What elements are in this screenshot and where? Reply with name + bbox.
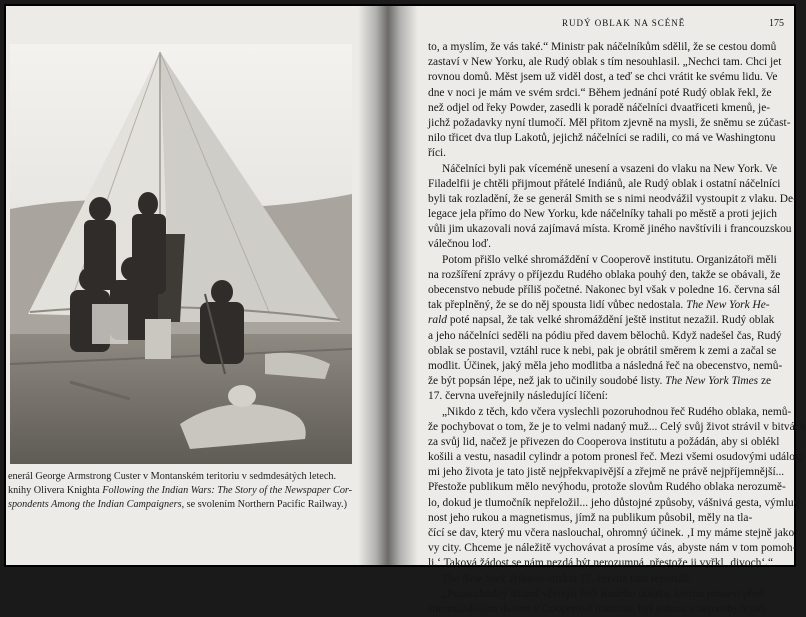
text-line: rald poté napsal, že tak velké shromáždění ještě institut nezažil. Rudý oblak bbox=[428, 314, 775, 327]
text-line: válečnou loď. bbox=[428, 238, 492, 251]
text-line: shromážděným davem v Cooperově institutu, byl jednou z nejneobyčejněj- bbox=[428, 602, 770, 615]
text-line: nost jeho rukou a magnetismus, jímž na publikum působil, měly na tla- bbox=[428, 511, 753, 524]
right-page bbox=[414, 6, 806, 615]
text-line: tak přeplněný, že se do něj spousta lidí vůbec nedostala. The New York He- bbox=[428, 299, 770, 312]
text-line: 17. června uveřejnily následující líčení: bbox=[428, 390, 608, 403]
text-line: rovnou domů. Měst jsem už viděl dost, a teď se chci vrátit ke svému lidu. Ve bbox=[428, 71, 778, 84]
text-line: li.‘ Taková žádost se nám nezdá být nerozumná, přestože ji vyřkl ‚divoch‘.“ bbox=[428, 557, 774, 570]
text-line: čící se dav, který mu včera naslouchal, ohromný účinek. ‚I my máme stejně jako bbox=[428, 527, 795, 539]
text-line: košili a vestu, nasadil cylindr a potom pronesl řeč. Mezi všemi osudovými událost- bbox=[428, 451, 806, 464]
caption-line-3: spondents Among the Indian Campaigners, se svolením Northern Pacific Railway.) bbox=[8, 499, 347, 510]
text-line: oblak se postavil, vztáhl ruce k nebi, pak je obrátil směrem k zemi a začal se bbox=[428, 344, 777, 357]
text-line: lo, dokud je tlumočník nepřeložil... jeho důstojné způsoby, vášnivá gesta, výmluv- bbox=[428, 496, 804, 509]
text-line: nilo třicet dva tlup Lakotů, jejichž náčelníci se radili, co má ve Washingtonu bbox=[428, 132, 776, 145]
text-line: modlit. Účinek, jaký měla jeho modlitba a následná řeč na obecenstvo, nemů- bbox=[428, 359, 783, 372]
book-spread bbox=[4, 4, 806, 615]
text-line: „Pozoruhodný triumf včerejší řeči Rudého oblaka, kterou pronesl před bbox=[442, 587, 764, 600]
text-line: „Nikdo z těch, kdo včera vyslechli pozoruhodnou řeč Rudého oblaka, nemů- bbox=[442, 405, 792, 418]
body-text bbox=[428, 40, 806, 617]
text-line: jichž požadavky nyní tlumočí. Měl přitom zjevně na mysli, že sněmu se zúčast- bbox=[428, 116, 791, 129]
text-line: vy city. Chceme je náležitě vychovávat a prosíme vás, abyste nám v tom pomoh- bbox=[428, 542, 797, 555]
text-line: že být popsán lépe, než jak to učinily soudobé listy. The New York Times ze bbox=[428, 375, 772, 388]
caption-line-1: enerál George Armstrong Custer v Montanském teritoriu v sedmdesátých letech. bbox=[8, 471, 336, 482]
left-page bbox=[6, 6, 378, 565]
text-line: Náčelníci byli pak víceméně unesení a vsazeni do vlaku na New York. Ve bbox=[442, 162, 778, 175]
photo-caption bbox=[8, 470, 360, 512]
text-line: obecenstvo nebude příliš početné. Nakonec byl však v poledne 16. června sál bbox=[428, 284, 781, 296]
text-line: The New York Tribune otiskla 17. června tuto reportáž: bbox=[442, 572, 692, 585]
text-line: dne v noci je mám ve svém srdci.“ Během jednání poté Rudý oblak řekl, že bbox=[428, 86, 772, 99]
text-line: říci. bbox=[428, 147, 447, 160]
text-line: Filadelfii je chtěli přijmout přátelé Indiánů, ale Rudý oblak i ostatní náčelníci bbox=[428, 177, 781, 190]
text-line: na rozšíření zprávy o příjezdu Rudého oblaka pouhý den, takže se obávali, že bbox=[428, 268, 781, 281]
photo-illustration bbox=[10, 44, 352, 464]
text-line: mi jeho života je tato jistě nejpřekvapivější a zřejmě ne právě nejpříjemnější... bbox=[428, 466, 785, 479]
page-number: 175 bbox=[769, 18, 784, 29]
historical-photograph bbox=[10, 44, 352, 464]
text-line: Potom přišlo velké shromáždění v Cooperově institutu. Organizátoři měli bbox=[442, 253, 777, 266]
text-line: a jeho náčelníci seděli na pódiu před davem bělochů. Když nadešel čas, Rudý bbox=[428, 329, 782, 342]
text-line: byli tak rozladění, že se generál Smith se s nimi neodvážil vystoupit z vlaku. De- bbox=[428, 192, 797, 205]
text-line: to, a myslím, že vás také.“ Ministr pak náčelníkům sdělil, že se cestou domů bbox=[428, 41, 777, 53]
caption-line-2: knihy Olivera Knighta Following the Indian Wars: The Story of the Newspaper Cor- bbox=[8, 485, 353, 496]
text-line: zastaví v New Yorku, ale Rudý oblak s tím nesouhlasil. „Nechci tam. Chci jet bbox=[428, 56, 782, 69]
text-line: legace jela přímo do New Yorku, kde náčelníky tahali po městě a proti jejich bbox=[428, 208, 777, 221]
page-gutter-shadow bbox=[358, 6, 418, 565]
running-head: RUDÝ OBLAK NA SCÉNĚ bbox=[562, 18, 686, 28]
text-line: než odjel od řeky Powder, zasedli k poradě náčelníci dvaatřiceti kmenů, je- bbox=[428, 101, 771, 114]
text-line: za svůj lid, načež je přivezen do Cooperova institutu a požádán, aby si oblékl bbox=[428, 435, 780, 448]
text-line: vůli jim ukazovali nová zajímavá místa. Kromě jiného navštívili i francouzskou bbox=[428, 223, 792, 236]
text-line: že pochybovat o tom, že je to velmi nadaný muž... Celý svůj život strávil v bitvách bbox=[428, 420, 806, 433]
text-line: Přestože publikum mělo nevýhodu, protože slovům Rudého oblaka nerozumě- bbox=[428, 481, 786, 494]
